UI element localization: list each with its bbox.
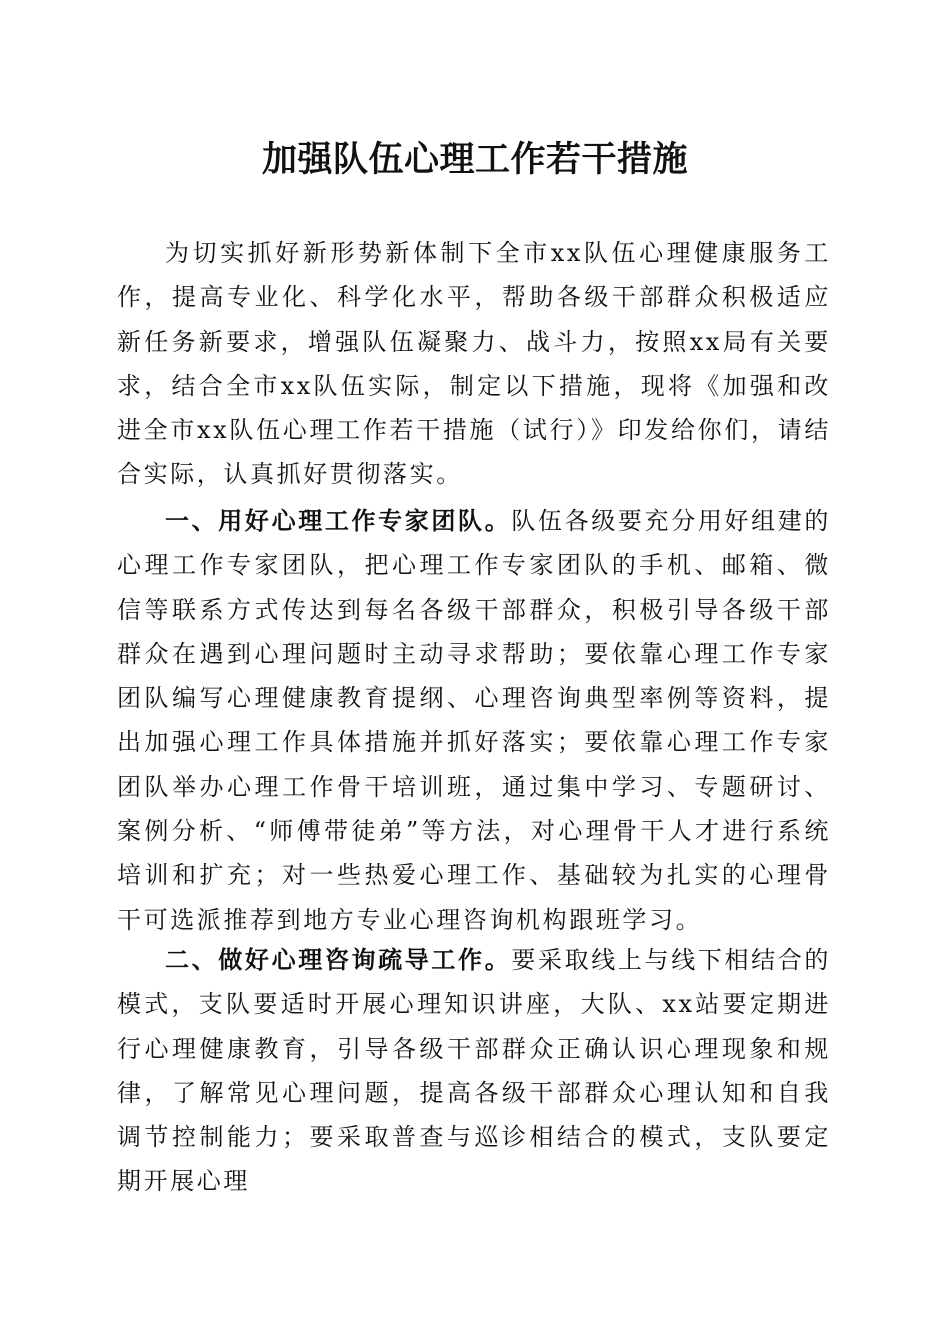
section-paragraph-1 <box>117 499 831 942</box>
section-heading: 二、做好心理咨询疏导工作。 <box>165 945 512 974</box>
section-paragraph-2 <box>117 938 831 1204</box>
paragraph-text: 为切实抓好新形势新体制下全市xx队伍心理健康服务工作，提高专业化、科学化水平，帮助各级干部群众积极适应新任务新要求，增强队伍凝聚力、战斗力，按照xx局有关要求，结合全市xx队伍实际，制定以下措施，现将《加强和改进全市xx队伍心理工作若干措施（试行）》印发给你们，请结合实际，认真抓好贯彻落实。 <box>117 239 831 489</box>
intro-paragraph <box>117 231 831 497</box>
document-title: 加强队伍心理工作若干措施 <box>261 139 688 180</box>
section-heading: 一、用好心理工作专家团队。 <box>165 506 512 535</box>
paragraph-text: 要采取线上与线下相结合的模式，支队要适时开展心理知识讲座，大队、xx站要定期进行心理健康教育，引导各级干部群众正确认识心理现象和规律，了解常见心理问题，提高各级干部群众心理认知和自我调节控制能力；要采取普查与巡诊相结合的模式，支队要定期开展心理 <box>117 946 831 1196</box>
paragraph-text: 队伍各级要充分用好组建的心理工作专家团队，把心理工作专家团队的手机、邮箱、微信等联系方式传达到每名各级干部群众，积极引导各级干部群众在遇到心理问题时主动寻求帮助；要依靠心理工作专家团队编写心理健康教育提纲、心理咨询典型率例等资料，提出加强心理工作具体措施并抓好落实；要依靠心理工作专家团队举办心理工作骨干培训班，通过集中学习、专题研讨、案例分析、“师傅带徒弟”等方法，对心理骨干人才进行系统培训和扩充；对一些热爱心理工作、基础较为扎实的心理骨干可选派推荐到地方专业心理咨询机构跟班学习。 <box>117 507 831 934</box>
